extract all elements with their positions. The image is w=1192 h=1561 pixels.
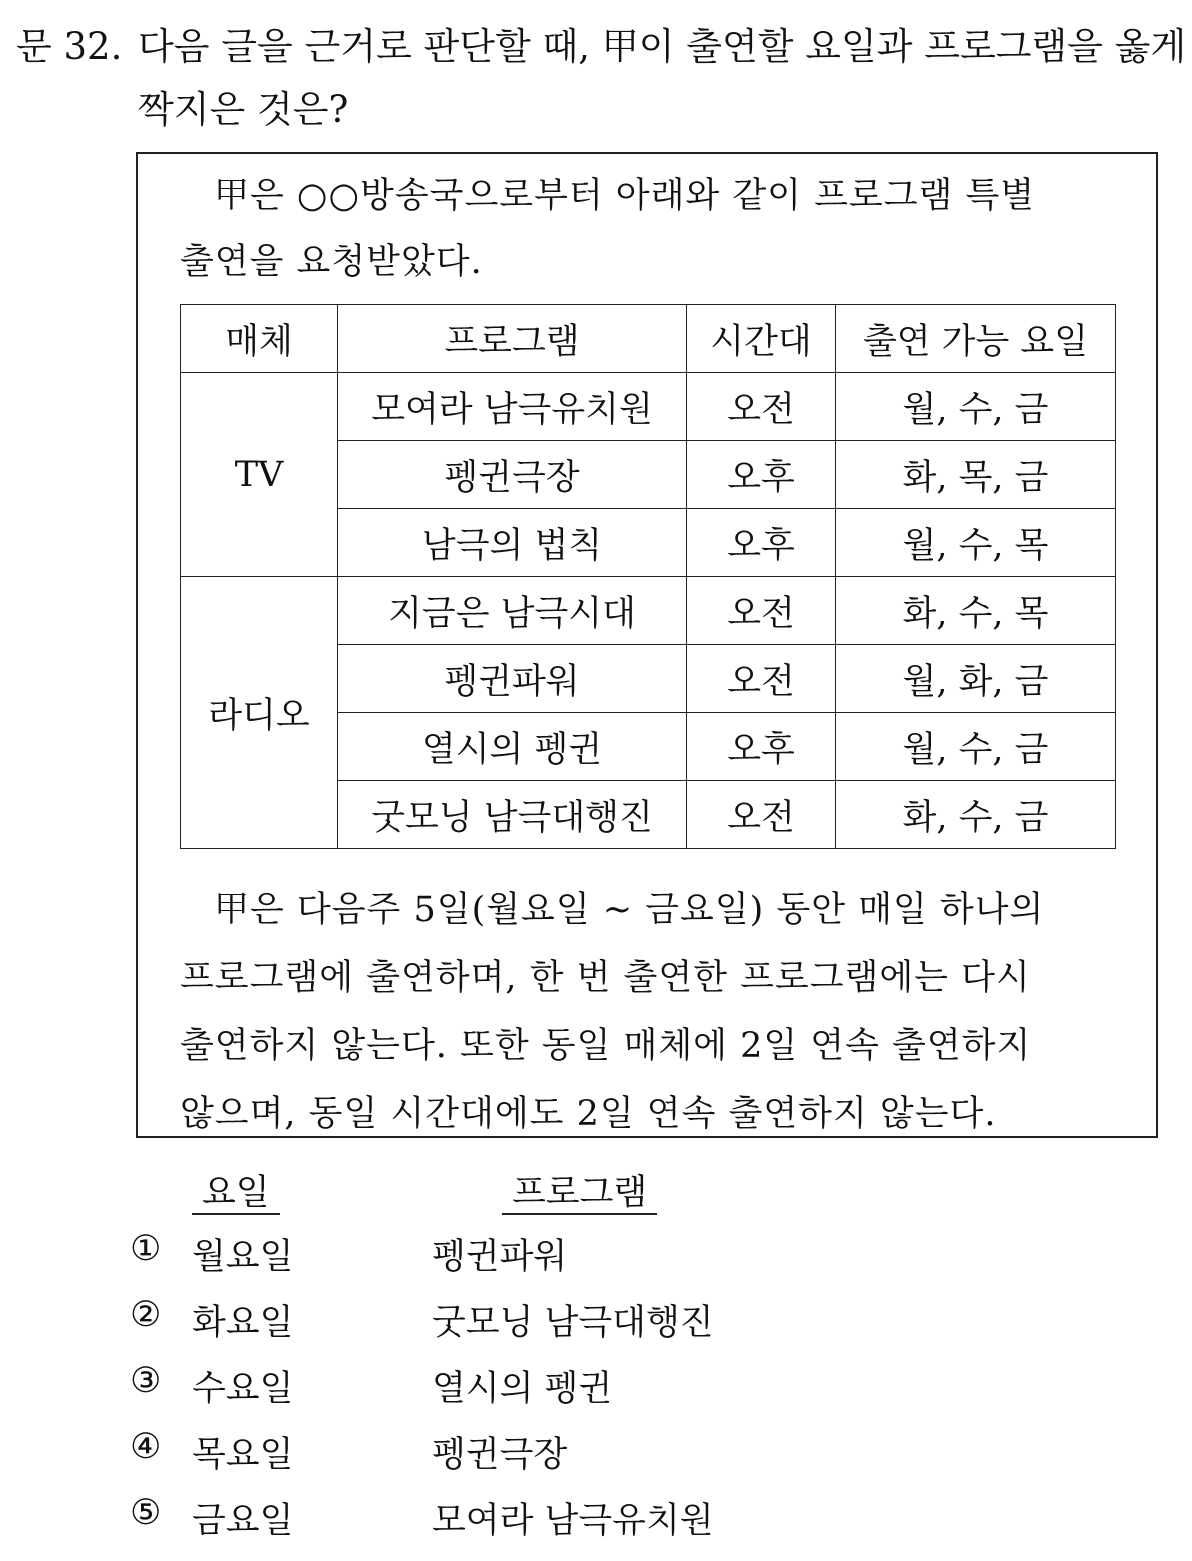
- days-cell: 화, 수, 금: [836, 781, 1116, 849]
- schedule-table: [180, 304, 1116, 849]
- program-cell: 굿모닝 남극대행진: [338, 781, 687, 849]
- option-program: 굿모닝 남극대행진: [432, 1303, 714, 1343]
- option-day: 월요일: [192, 1237, 294, 1277]
- time-cell: 오전: [687, 781, 836, 849]
- option-day: 금요일: [192, 1501, 294, 1541]
- question-text-line1: 다음 글을 근거로 판단할 때, 甲이 출연할 요일과 프로그램을 옳게: [138, 25, 1187, 68]
- time-cell: 오전: [687, 645, 836, 713]
- days-cell: 화, 수, 목: [836, 577, 1116, 645]
- option-program: 펭귄극장: [432, 1435, 568, 1475]
- program-cell: 지금은 남극시대: [338, 577, 687, 645]
- question-text-line2: 짝지은 것은?: [138, 88, 349, 131]
- option-day: 화요일: [192, 1303, 294, 1343]
- time-cell: 오후: [687, 509, 836, 577]
- option-day: 수요일: [192, 1369, 294, 1409]
- option-number: ⑤: [130, 1493, 162, 1533]
- program-cell: 펭귄파워: [338, 645, 687, 713]
- days-cell: 화, 목, 금: [836, 441, 1116, 509]
- days-cell: 월, 수, 금: [836, 373, 1116, 441]
- program-cell: 모여라 남극유치원: [338, 373, 687, 441]
- option-number: ①: [130, 1229, 162, 1269]
- time-cell: 오후: [687, 713, 836, 781]
- option-program: 모여라 남극유치원: [432, 1501, 714, 1541]
- intro-line2: 출연을 요청받았다.: [180, 242, 483, 282]
- header-media: 매체: [181, 305, 338, 373]
- rule-line3: 출연하지 않는다. 또한 동일 매체에 2일 연속 출연하지: [180, 1026, 1032, 1066]
- rule-line2: 프로그램에 출연하며, 한 번 출연한 프로그램에는 다시: [180, 958, 1031, 998]
- option-number: ③: [130, 1361, 162, 1401]
- program-cell: 열시의 펭귄: [338, 713, 687, 781]
- option-number: ④: [130, 1427, 162, 1467]
- program-cell: 남극의 법칙: [338, 509, 687, 577]
- time-cell: 오전: [687, 577, 836, 645]
- option-program: 펭귄파워: [432, 1237, 568, 1277]
- option-number: ②: [130, 1295, 162, 1335]
- answer-header-program: 프로그램: [502, 1165, 657, 1215]
- table-row: [181, 577, 1116, 645]
- answer-header-day: 요일: [192, 1165, 280, 1215]
- table-header-row: [181, 305, 1116, 373]
- time-cell: 오후: [687, 441, 836, 509]
- media-cell: 라디오: [181, 577, 338, 849]
- days-cell: 월, 수, 목: [836, 509, 1116, 577]
- rule-line4: 않으며, 동일 시간대에도 2일 연속 출연하지 않는다.: [180, 1094, 997, 1134]
- media-cell: TV: [181, 373, 338, 577]
- header-days: 출연 가능 요일: [836, 305, 1116, 373]
- passage-box: [136, 152, 1158, 1138]
- days-cell: 월, 화, 금: [836, 645, 1116, 713]
- option-day: 목요일: [192, 1435, 294, 1475]
- header-program: 프로그램: [338, 305, 687, 373]
- header-time: 시간대: [687, 305, 836, 373]
- question-number: 문 32.: [16, 25, 123, 68]
- days-cell: 월, 수, 금: [836, 713, 1116, 781]
- table-row: [181, 373, 1116, 441]
- rule-line1: 甲은 다음주 5일(월요일 ~ 금요일) 동안 매일 하나의: [214, 890, 1045, 930]
- time-cell: 오전: [687, 373, 836, 441]
- program-cell: 펭귄극장: [338, 441, 687, 509]
- option-program: 열시의 펭귄: [432, 1369, 613, 1409]
- intro-line1: 甲은 ○○방송국으로부터 아래와 같이 프로그램 특별: [214, 176, 1036, 216]
